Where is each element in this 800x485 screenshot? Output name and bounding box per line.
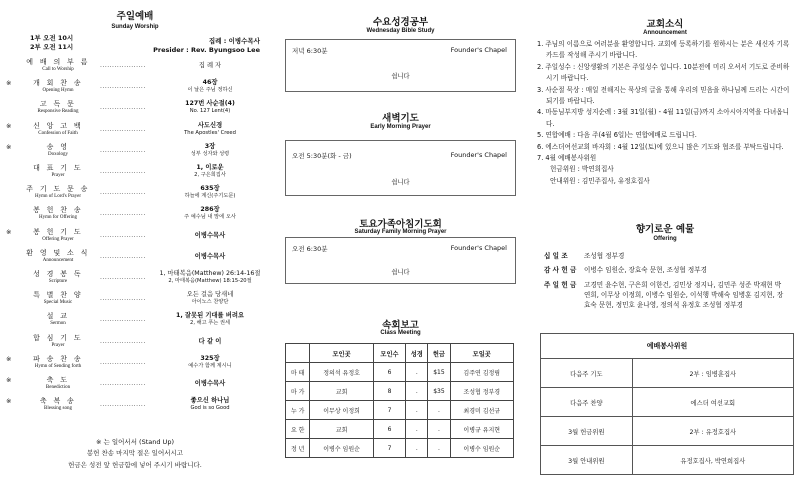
- item-title-en: Sermon: [50, 321, 66, 327]
- column-header: 성경: [406, 344, 428, 363]
- service-time-2: 2부 오전 11시: [30, 43, 74, 51]
- item-detail: 사도신경: [197, 121, 223, 129]
- item-title: 축 복 송: [39, 397, 77, 406]
- stand-mark: ※: [6, 121, 12, 130]
- table-cell: 마 가: [286, 382, 310, 401]
- table-cell: 8: [373, 382, 405, 401]
- item-detail: 다 같 이: [198, 337, 222, 345]
- item-title-en: Doxology: [48, 151, 68, 157]
- announcement-item: 2. 주일성수 : 신앙생활의 기본은 주일성수 입니다. 10분전에 미리 오셔서 기도로 준비하시기 바랍니다.: [537, 62, 790, 83]
- item-title: 축 도: [46, 376, 70, 384]
- dawn-place: Founder's Chapel: [450, 151, 507, 159]
- stand-mark: ※: [6, 142, 12, 151]
- table-cell: 2부 : 임병훈집사: [632, 359, 793, 388]
- table-cell: 7: [373, 401, 405, 420]
- offering-list: [544, 251, 794, 314]
- item-title: 고 독 문: [39, 100, 77, 109]
- item-detail: 집 례 자: [198, 62, 222, 69]
- column-header: 모일곳: [450, 344, 513, 363]
- table-cell: 정 년: [286, 439, 310, 458]
- stand-mark: ※: [6, 354, 12, 363]
- saturday-title: 토요가족아침기도회: [359, 219, 442, 230]
- offering-title: 향기로운 예물: [635, 224, 695, 235]
- offering-label: 십 일 조: [544, 252, 568, 260]
- item-title: 봉 헌 찬 송: [33, 206, 83, 215]
- worship-item: [0, 397, 270, 417]
- leader-dots: ...................: [100, 337, 146, 345]
- item-detail-sub: God is so Good: [190, 405, 230, 412]
- item-detail-sub: 2, 구은희집사: [194, 172, 226, 178]
- saturday-box: [285, 237, 516, 284]
- bible-study-time: 저녁 6:30분: [292, 47, 328, 55]
- worship-item: [0, 334, 270, 354]
- item-title-en: Special Music: [43, 300, 73, 306]
- item-title: 대 표 기 도: [33, 164, 83, 172]
- worship-title: 주일예배: [116, 11, 154, 22]
- stand-mark: ※: [6, 376, 12, 384]
- table-cell: .: [406, 363, 428, 382]
- dawn-title: 새벽기도: [382, 113, 419, 124]
- item-detail: 286장: [200, 206, 220, 214]
- leader-dots: ...................: [100, 83, 146, 91]
- table-cell: 에스더 여선교회: [632, 388, 793, 417]
- table-cell: .: [428, 401, 450, 420]
- table-cell: .: [406, 439, 428, 458]
- table-cell: .: [428, 420, 450, 439]
- item-detail: 325장: [200, 354, 220, 362]
- announcement-list: [536, 39, 794, 187]
- schedule-column: [277, 0, 524, 485]
- item-title-en: Announcement: [42, 257, 74, 263]
- worship-item: [0, 291, 270, 311]
- officiant: 집례 : 이병수목사: [208, 37, 260, 45]
- item-title-en: Hymn of Sending forth: [34, 363, 82, 369]
- leader-dots: ...................: [100, 358, 146, 366]
- item-title-en: Prayer: [51, 173, 65, 178]
- announcement-item: 5. 연합예배 : 다음 주(4월 6일)는 연합예배로 드립니다.: [537, 131, 697, 140]
- volunteer-title: 예배봉사위원: [541, 334, 794, 359]
- item-title: 성 경 봉 독: [33, 270, 83, 278]
- item-title: 환 영 및 소 식: [26, 248, 90, 257]
- table-cell: $35: [428, 382, 450, 401]
- leader-dots: ...................: [100, 316, 146, 324]
- worship-item: [0, 249, 270, 269]
- item-title: 예 배 의 부 름: [26, 58, 90, 66]
- offering-names: 이병수 임원순, 장효숙 문현, 조성협 정부경: [584, 266, 707, 275]
- leader-dots: ...................: [100, 401, 146, 409]
- announcement-subtitle: Announcement: [643, 30, 687, 36]
- worship-item: [0, 79, 270, 99]
- item-detail: 이병수목사: [194, 231, 226, 239]
- table-row: [541, 359, 794, 388]
- leader-dots: ...................: [100, 295, 146, 303]
- table-row: [541, 446, 794, 475]
- table-row: [286, 439, 514, 458]
- worship-item: [0, 228, 270, 248]
- item-detail: 46장: [202, 79, 218, 87]
- saturday-time: 오전 6:30분: [292, 245, 328, 253]
- table-cell: 3월 안내위원: [541, 446, 633, 475]
- news-column: [530, 0, 800, 485]
- table-cell: 교회: [310, 420, 373, 439]
- item-title-en: Call to Worship: [42, 67, 74, 72]
- table-cell: 6: [373, 363, 405, 382]
- class-meeting-subtitle: Class Meeting: [380, 330, 421, 336]
- worship-item: [0, 164, 270, 184]
- table-cell: 이병수 임원순: [450, 439, 513, 458]
- stand-mark: ※: [6, 79, 12, 88]
- bible-study-place: Founder's Chapel: [450, 46, 507, 54]
- item-title-en: Hymn for Offering: [39, 215, 77, 221]
- table-cell: 김주연 김정림: [450, 363, 513, 382]
- item-detail: 635장: [200, 185, 220, 193]
- table-cell: 마 태: [286, 363, 310, 382]
- table-row: [286, 363, 514, 382]
- table-row: [286, 382, 514, 401]
- worship-item: [0, 206, 270, 226]
- worship-item: [0, 58, 270, 78]
- offering-note: 헌금은 성전 앞 헌금함에 넣어 주시기 바랍니다.: [68, 461, 202, 469]
- item-title-en: Hymn of Lord's Prayer: [34, 194, 82, 200]
- offering-committee: 헌금위원 : 박연희집사: [550, 165, 614, 174]
- table-cell: .: [406, 401, 428, 420]
- item-title: 파 송 찬 송: [33, 354, 83, 363]
- worship-item: [0, 312, 270, 332]
- item-title-en: Opening Hymn: [42, 88, 74, 94]
- table-row: [286, 401, 514, 420]
- offering-label: 감 사 헌 금: [544, 266, 577, 275]
- item-detail-sub: 예수가 함께 계시니: [188, 362, 232, 369]
- item-title: 송 영: [46, 142, 70, 151]
- leader-dots: ...................: [100, 274, 146, 281]
- leader-dots: ...................: [100, 146, 146, 154]
- item-detail-sub: 2, 마태복음(Matthew) 18:15-20절: [168, 278, 252, 284]
- table-cell: 다음주 기도: [541, 359, 633, 388]
- worship-item: [0, 100, 270, 120]
- leader-dots: ...................: [100, 62, 146, 69]
- leader-dots: ...................: [100, 380, 146, 387]
- item-detail-sub: 아이노스 찬양단: [191, 299, 229, 306]
- item-detail-sub: 성부 성자와 성령: [190, 150, 230, 157]
- column-header: 모인곳: [310, 344, 373, 363]
- bible-study-box: [285, 39, 516, 92]
- leader-dots: ...................: [100, 231, 146, 239]
- table-row: [541, 388, 794, 417]
- leader-dots: ...................: [100, 168, 146, 175]
- worship-item: [0, 376, 270, 396]
- announcement-item: 7. 4월 예배봉사위원: [537, 154, 597, 163]
- item-detail: 이병수목사: [194, 252, 226, 260]
- leader-dots: ...................: [100, 189, 146, 197]
- item-detail: 이병수목사: [194, 380, 226, 387]
- item-detail: 1, 잘못된 기대를 버려요: [175, 312, 245, 320]
- item-title-en: Benediction: [45, 385, 71, 390]
- offering-names: 고경민 윤수현, 구은희 이한건, 김민상 정지나, 김민주 성준 박재현 박연희, 이무상 이정희, 이병수 임원순, 이석행 박해숙 임병훈 김지현, 장효숙 문현, 정민호 윤나영, 정의석 유정호 조성협 정부경: [584, 280, 784, 310]
- table-cell: 6: [373, 420, 405, 439]
- table-cell: 정의석 유정호: [310, 363, 373, 382]
- table-cell: 3월 헌금위원: [541, 417, 633, 446]
- usher-committee: 안내위원 : 김민주집사, 유정호집사: [550, 176, 650, 185]
- table-cell: 유정호집사, 박연희집사: [632, 446, 793, 475]
- dawn-box: [285, 140, 516, 196]
- table-cell: 교회: [310, 382, 373, 401]
- table-cell: 이병규 유지현: [450, 420, 513, 439]
- saturday-subtitle: Saturday Family Morning Prayer: [354, 229, 447, 235]
- dawn-subtitle: Early Morning Prayer: [370, 124, 431, 130]
- leader-dots: ...................: [100, 210, 146, 218]
- table-header-row: [286, 344, 514, 363]
- dawn-note: 쉽니다: [391, 179, 410, 186]
- item-title-en: Blessing song: [44, 406, 72, 412]
- offering-row: [544, 251, 794, 261]
- item-detail: 3장: [204, 142, 216, 150]
- offering-row: [544, 280, 794, 311]
- column-header: 모인수: [373, 344, 405, 363]
- class-meeting-title: 속회보고: [382, 320, 419, 331]
- announcement-item: 6. 에스더여선교회 바자회 : 4월 12일(토)에 있으니 많은 기도와 협조를 부탁드립니다.: [537, 142, 784, 151]
- item-detail-sub: 2, 해고 푸는 권세: [190, 320, 230, 327]
- stand-note: ※ 는 일어서서 (Stand Up): [96, 438, 174, 446]
- item-title: 특 별 찬 양: [33, 291, 83, 300]
- announcement-item: 4. 마동님부지방 성지순례 : 3월 31일(월) - 4월 11일(금)까지 소아시아지역을 다녀옵니다.: [537, 108, 790, 128]
- table-cell: 2부 : 유정호집사: [632, 417, 793, 446]
- bible-study-note: 쉽니다: [391, 73, 410, 80]
- table-cell: .: [428, 439, 450, 458]
- offering-row: [544, 265, 794, 275]
- table-cell: 조성협 정부경: [450, 382, 513, 401]
- table-cell: .: [406, 382, 428, 401]
- column-header: 헌금: [428, 344, 450, 363]
- announcement-item: 1. 주님의 이름으로 여러분을 환영합니다. 교회에 등록하기를 원하시는 분은 새신자 기록카드를 작성해 주시기 바랍니다.: [537, 40, 790, 60]
- item-detail: 좋으신 하나님: [190, 397, 230, 405]
- stand-mark: ※: [6, 227, 12, 236]
- announcement-title: 교회소식: [646, 19, 684, 30]
- table-cell: 최경미 김선규: [450, 401, 513, 420]
- table-cell: 이무상 이정희: [310, 401, 373, 420]
- item-title: 주 기 도 문 송: [26, 185, 90, 194]
- item-title-en: Scripture: [48, 279, 68, 284]
- item-detail: 1, 이로운: [196, 164, 224, 171]
- bible-study-subtitle: Wednesday Bible Study: [366, 28, 435, 34]
- item-detail-sub: 하늘에 계신(주기도문): [184, 193, 236, 200]
- item-detail-sub: No. 127 Lent(4): [189, 108, 231, 115]
- item-detail-sub: 주 예수님 내 맘에 오사: [184, 214, 236, 221]
- table-cell: $15: [428, 363, 450, 382]
- item-title: 설 교: [46, 312, 70, 321]
- worship-item: [0, 355, 270, 375]
- worship-item: [0, 122, 270, 142]
- worship-subtitle: Sunday Worship: [111, 24, 159, 30]
- leader-dots: ...................: [100, 252, 146, 260]
- item-title: 신 앙 고 백: [33, 121, 83, 130]
- table-row: [286, 420, 514, 439]
- item-title-en: Responsive Reading: [37, 109, 79, 115]
- table-cell: 다음주 찬양: [541, 388, 633, 417]
- class-meeting-table: [285, 343, 514, 458]
- bible-study-title: 수요성경공부: [372, 17, 429, 28]
- item-detail: 1, 마태복음(Matthew) 26:14-16절: [159, 270, 261, 277]
- item-title: 개 회 찬 송: [33, 79, 83, 88]
- leader-dots: ...................: [100, 125, 146, 133]
- service-time-1: 1부 오전 10시: [30, 34, 74, 42]
- worship-item: [0, 143, 270, 163]
- column-header: [286, 344, 310, 363]
- table-cell: 이병수 임원순: [310, 439, 373, 458]
- item-detail: 127번 사순절(4): [185, 100, 235, 108]
- presider: Presider : Rev. Byungsoo Lee: [153, 46, 260, 54]
- offering-label: 주 일 헌 금: [544, 280, 577, 289]
- table-cell: 요 한: [286, 420, 310, 439]
- saturday-note: 쉽니다: [391, 269, 410, 276]
- table-cell: 7: [373, 439, 405, 458]
- item-detail-sub: The Apostles' Creed: [184, 129, 236, 136]
- offering-names: 조성협 정부경: [584, 252, 625, 260]
- worship-column: [0, 0, 270, 485]
- item-title-en: Prayer: [51, 342, 65, 348]
- worship-item: [0, 270, 270, 290]
- item-title-en: Confession of Faith: [38, 130, 78, 136]
- item-title: 봉 헌 기 도: [33, 227, 83, 236]
- saturday-place: Founder's Chapel: [450, 244, 507, 252]
- dawn-time: 오전 5:30분(화 - 금): [292, 152, 352, 160]
- table-cell: .: [406, 420, 428, 439]
- offering-hymn-note: 봉헌 찬송 마지막 절은 일어서시고: [86, 449, 184, 457]
- table-cell: 누 가: [286, 401, 310, 420]
- item-title: 합 심 기 도: [33, 333, 83, 342]
- item-detail: 오든 걸음 당새네: [186, 291, 234, 299]
- item-title-en: Offering Prayer: [42, 236, 74, 242]
- stand-mark: ※: [6, 397, 12, 406]
- item-detail-sub: 이 날은 주님 정하신: [187, 87, 233, 94]
- leader-dots: ...................: [100, 104, 146, 112]
- worship-item: [0, 185, 270, 205]
- table-row: [541, 417, 794, 446]
- volunteer-table: [540, 333, 794, 475]
- announcement-item: 3. 사순절 묵상 : 매일 전해지는 묵상의 글을 통해 우리의 믿음을 하나님께 드리는 시간이 되기를 바랍니다.: [537, 85, 790, 106]
- offering-subtitle: Offering: [653, 236, 677, 242]
